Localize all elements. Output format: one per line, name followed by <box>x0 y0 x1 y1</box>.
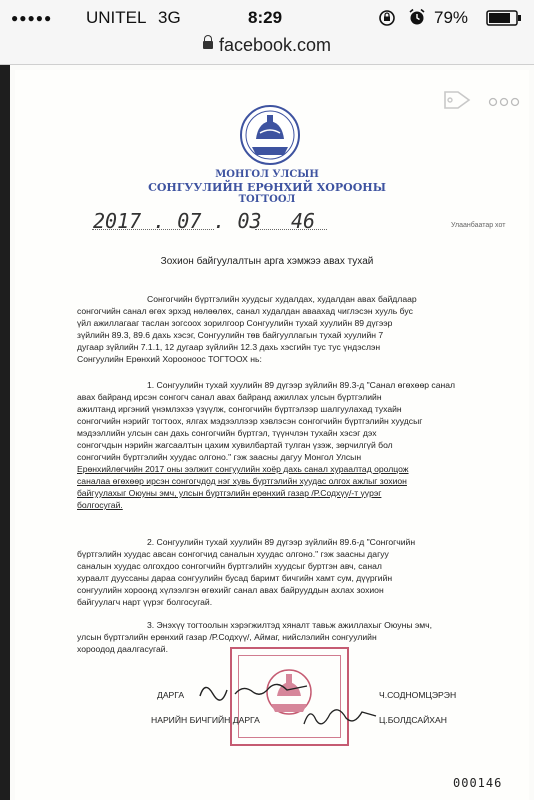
text-line: ажилтанд иргэний үнэмлэхээ үзүүлж, сонгогчийн бүртгэлээр шалгуулахад тухайн <box>77 404 402 414</box>
text-line: сонгогчдын нэрийн жагсаалтын цахим хувилбартай тулган үзэж, зөрчилгүй бол <box>77 440 393 450</box>
text-line-underlined: болгосугай. <box>77 500 123 510</box>
text-line: 3. Энэхүү тогтоолын хэрэгжилтэд хяналт тавьж ажиллахыг Оюуны эмч, <box>147 620 433 630</box>
text-line: 2. Сонгуулийн тухай хуулийн 89 дүгээр зүйлийн 89.6-д "Сонгогчийн <box>147 537 416 547</box>
battery-percent-label: 79% <box>434 8 469 27</box>
date-underline <box>92 229 214 230</box>
more-options-icon[interactable] <box>488 97 520 110</box>
place-label: Улаанбаатар хот <box>451 222 506 229</box>
lock-icon <box>203 41 213 49</box>
handwritten-date: 2017 . 07 . 03 <box>93 209 262 233</box>
text-line-underlined: Ерөнхийлөгчийн 2017 оны ээлжит сонгуулийн хоёр дахь санал хураалтад оролцож <box>77 464 409 474</box>
signal-strength-icon: ●●●●● <box>11 11 53 25</box>
text-line: дугаар зүйлийн 7.1.1, 12 дугаар зүйлийн 12.3 дахь хэсгийн тус тус үндэслэн <box>77 342 381 352</box>
text-line: хураалт дууссаны дараа сонгуулийн бусад баримт бичгийн хамт сум, дүүргийн <box>77 573 393 583</box>
header-country: МОНГОЛ УЛСЫН <box>215 169 319 180</box>
header-committee: СОНГУУЛИЙН ЕРӨНХИЙ ХОРООНЫ <box>148 181 386 194</box>
text-line: зүйлийн 89.3, 89.6 дахь хэсэг, Сонгуулийн төв байгууллагын тухай хуулийн 7 <box>77 330 384 340</box>
header-resolution: ТОГТООЛ <box>238 194 296 205</box>
url-display[interactable] <box>203 35 331 56</box>
signer-2-title: НАРИЙН БИЧГИЙН ДАРГА <box>151 715 260 725</box>
alarm-icon <box>408 8 426 31</box>
signer-2-name: Ц.БОЛДСАЙХАН <box>379 715 447 725</box>
carrier-label: UNITEL <box>86 8 147 27</box>
signer-1-signature <box>195 676 315 709</box>
battery-icon <box>486 10 522 31</box>
text-line: Сонгуулийн Ерөнхий Хорооноос ТОГТООХ нь: <box>77 354 262 364</box>
text-line: сонгогчийн бүртгэлийн хуудас олгоно." гэж заасны дагуу Монгол Улсын <box>77 452 362 462</box>
text-line: сонгогчийн нэрийг тогтоох, ялгах мэдээллээр хэвлэсэн сонгогчийн бүртгэлийн хуудсыг <box>77 416 423 426</box>
signer-1-name: Ч.СОДНОМЦЭРЭН <box>379 690 457 700</box>
clock-label: 8:29 <box>248 8 283 27</box>
text-line-underlined: саналаа өгөхөөр ирсэн сонгогчдод нэг хувь бүртгэлийн хуудас олгох ажлыг зохион <box>77 476 407 486</box>
signer-2-signature <box>300 700 380 735</box>
text-line: улсын бүртгэлийн ерөнхий газар /Р.Содхүү/, Аймаг, нийслэлийн сонгуулийн <box>77 632 377 642</box>
text-line: сонгогчийн санал өгөх эрхэд нөлөөлөх, санал худалдан аваахад чиглэсэн хууль бус <box>77 306 413 316</box>
text-line: байгуулагч нарт үүрэг болгосугай. <box>77 597 213 607</box>
text-line: саналын хуудас олгохдоо сонгогчийн бүртгэлийн хуудсыг буртгэн авч, санал <box>77 561 382 571</box>
text-line: сонгуулийн хороонд хүлээлгэн өгөхийг санал авах байрууддын ахлах зохион <box>77 585 384 595</box>
text-line: бүртгэлийн хуудас авсан сонгогчид саналын хуудас олгоно." гэж заасны дагуу <box>77 549 389 559</box>
number-underline <box>255 229 327 230</box>
text-line: авах байранд ирсэн сонгогч санал авах байранд ажиллах улсын бүртгэлийн <box>77 392 382 402</box>
address-bar[interactable] <box>0 30 534 65</box>
handwritten-number: 46 <box>291 209 316 233</box>
document-title: Зохион байгуулалтын арга хэмжээ авах тухай <box>160 256 374 267</box>
rotation-lock-icon <box>378 9 396 32</box>
network-type-label: 3G <box>158 8 181 27</box>
url-text: facebook.com <box>218 35 332 55</box>
text-line: Сонгогчийн бүртгэлийн хуудсыг худалдах, худалдан авах байдлаар <box>147 294 417 304</box>
text-line-underlined: байгуулахыг Оюуны эмч, улсын бүртгэлийн ерөнхий газар /Р.Содхүү/-т үүрэг <box>77 488 382 498</box>
text-line: мэдээллийн улсын сан дахь сонгогчийн бүртгэл, түүнчлэн тухайн хэсэг дэх <box>77 428 377 438</box>
tag-photo-icon[interactable] <box>442 88 472 112</box>
signer-1-title: ДАРГА <box>157 690 185 700</box>
text-line: 1. Сонгуулийн тухай хуулийн 89 дүгээр зүйлийн 89.3-д "Санал өгөхөөр санал <box>147 380 456 390</box>
document-serial-number: 000146 <box>453 776 503 790</box>
text-line: хороодод даалгасугай. <box>77 644 168 654</box>
text-line: үйл ажиллагааг таслан зогсоох зорилгоор Сонгуулийн тухай хуулийн 89 дүгээр <box>77 318 393 328</box>
state-emblem-icon <box>238 103 302 172</box>
